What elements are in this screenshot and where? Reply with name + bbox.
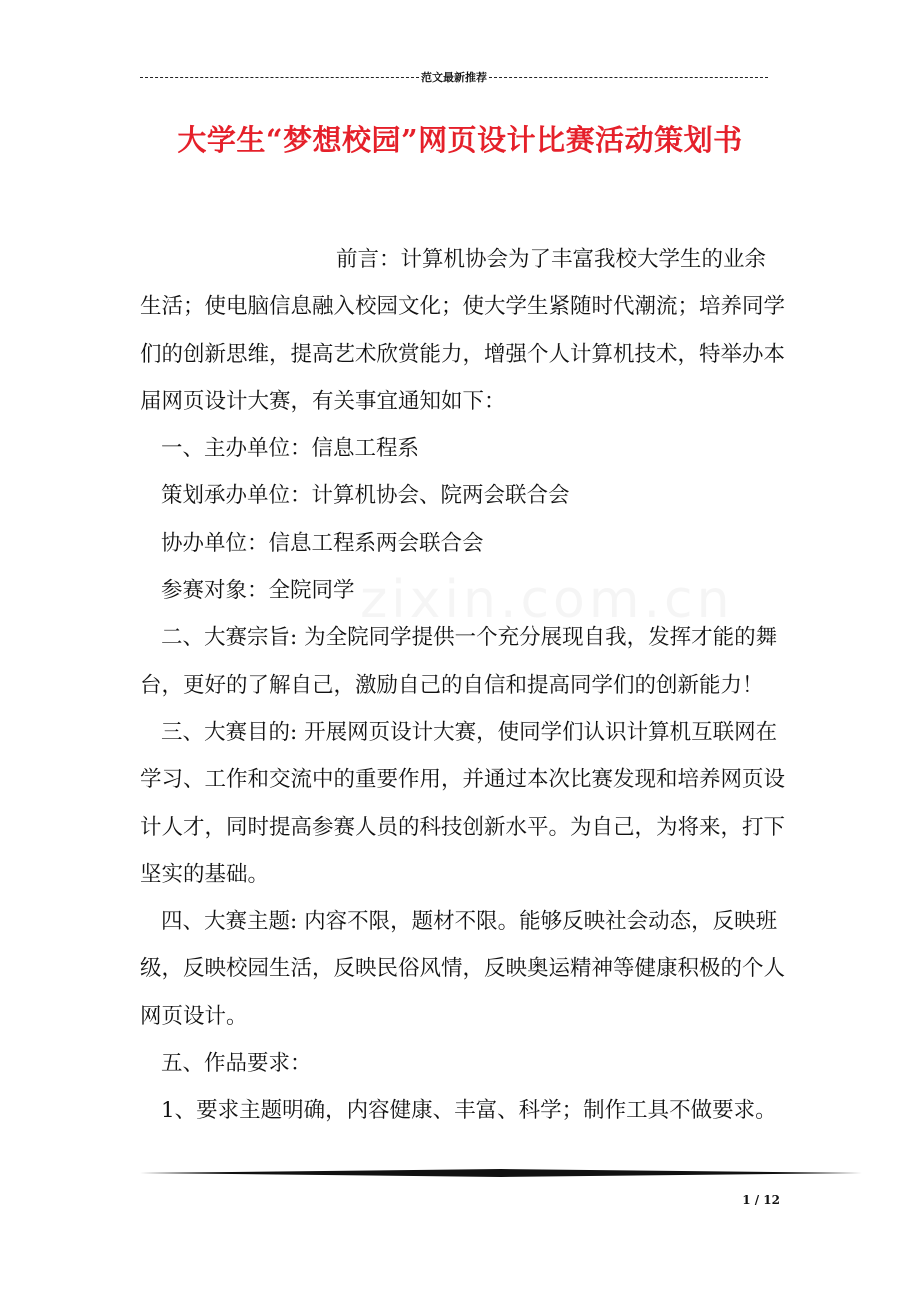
paragraph-purpose: 二、大赛宗旨: 为全院同学提供一个充分展现自我，发挥才能的舞台，更好的了解自己，激励自己的自信和提高同学们的创新能力！: [140, 625, 778, 698]
header-label: 范文最新推荐: [421, 71, 487, 84]
paragraph-preface: 前言：计算机协会为了丰富我校大学生的业余生活；使电脑信息融入校园文化；使大学生紧随时代潮流；培养同学们的创新思维，提高艺术欣赏能力，增强个人计算机技术，特举办本届网页设计大赛，有关事宜通知如下：: [140, 247, 786, 414]
paragraph-theme: 四、大赛主题: 内容不限，题材不限。能够反映社会动态，反映班级，反映校园生活，反映民俗风情，反映奥运精神等健康积极的个人网页设计。: [140, 909, 786, 1029]
document-title: 大学生“梦想校园”网页设计比赛活动策划书: [177, 123, 743, 157]
header-dash-left: [140, 77, 419, 78]
document-body: [140, 236, 785, 1135]
paragraph-participants: 参赛对象：全院同学: [161, 578, 355, 604]
paragraph-planner: 策划承办单位：计算机协会、院两会联合会: [161, 483, 570, 509]
page-number: 1 / 12: [742, 1193, 780, 1207]
footer-rule: [140, 1168, 862, 1178]
paragraph-goal: 三、大赛目的: 开展网页设计大赛，使同学们认识计算机互联网在学习、工作和交流中的重要作用，并通过本次比赛发现和培养网页设计人才，同时提高参赛人员的科技创新水平。为自己，为将来，打下坚实的基础。: [140, 719, 786, 887]
paragraph-co-organizer: 协办单位：信息工程系两会联合会: [161, 530, 484, 556]
page-header: [140, 68, 768, 86]
paragraph-organizer: 一、主办单位：信息工程系: [161, 436, 420, 462]
paragraph-requirements-heading: 五、作品要求：: [161, 1051, 312, 1077]
header-dash-right: [489, 77, 768, 78]
watermark-graphic: zixin.com.cn: [360, 570, 734, 630]
paragraph-requirement-1: 1、要求主题明确，内容健康、丰富、科学；制作工具不做要求。: [161, 1098, 777, 1124]
